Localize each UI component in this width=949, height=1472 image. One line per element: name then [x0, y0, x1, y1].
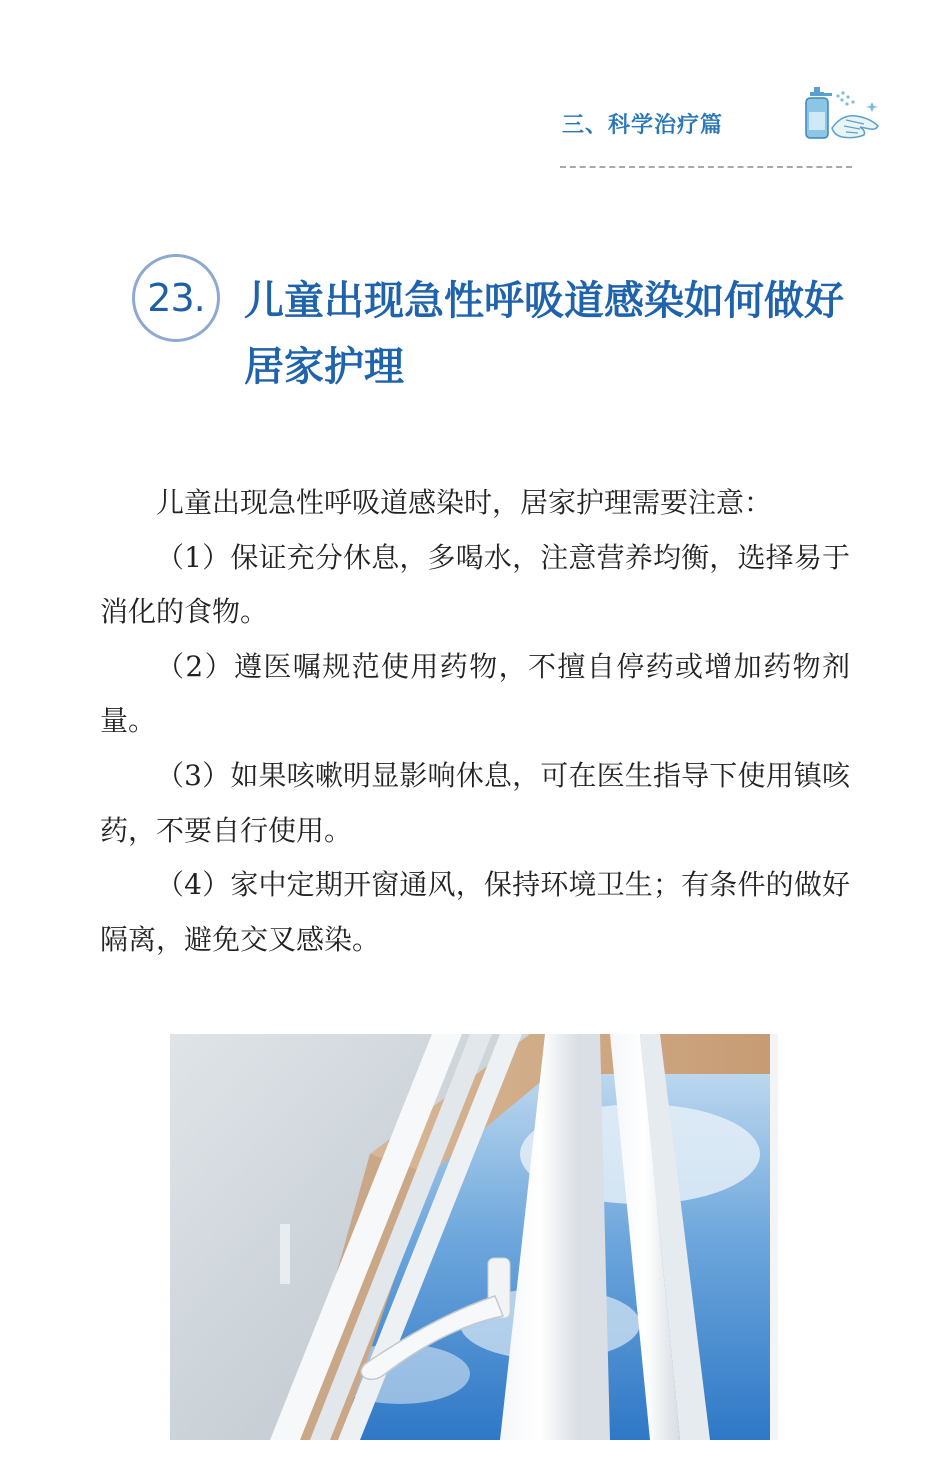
question-number-badge: 23.: [132, 254, 220, 342]
care-item-3: （3）如果咳嗽明显影响休息，可在医生指导下使用镇咳药，不要自行使用。: [100, 758, 850, 847]
open-window-photo: [170, 1034, 778, 1440]
care-item-4: （4）家中定期开窗通风，保持环境卫生；有条件的做好隔离，避免交叉感染。: [100, 868, 850, 956]
section-label: 三、科学治疗篇: [562, 113, 724, 138]
header-divider: [560, 166, 852, 168]
care-item-1: （1）保证充分休息，多喝水，注意营养均衡，选择易于消化的食物。: [100, 540, 850, 629]
intro-paragraph: 儿童出现急性呼吸道感染时，居家护理需要注意：: [156, 486, 773, 519]
question-title: 儿童出现急性呼吸道感染如何做好居家护理: [244, 278, 844, 390]
article-body: [100, 476, 850, 967]
page-header: [0, 0, 949, 190]
hand-sanitizer-icon: [802, 84, 882, 146]
care-item-2: （2）遵医嘱规范使用药物，不擅自停药或增加药物剂量。: [100, 649, 850, 738]
